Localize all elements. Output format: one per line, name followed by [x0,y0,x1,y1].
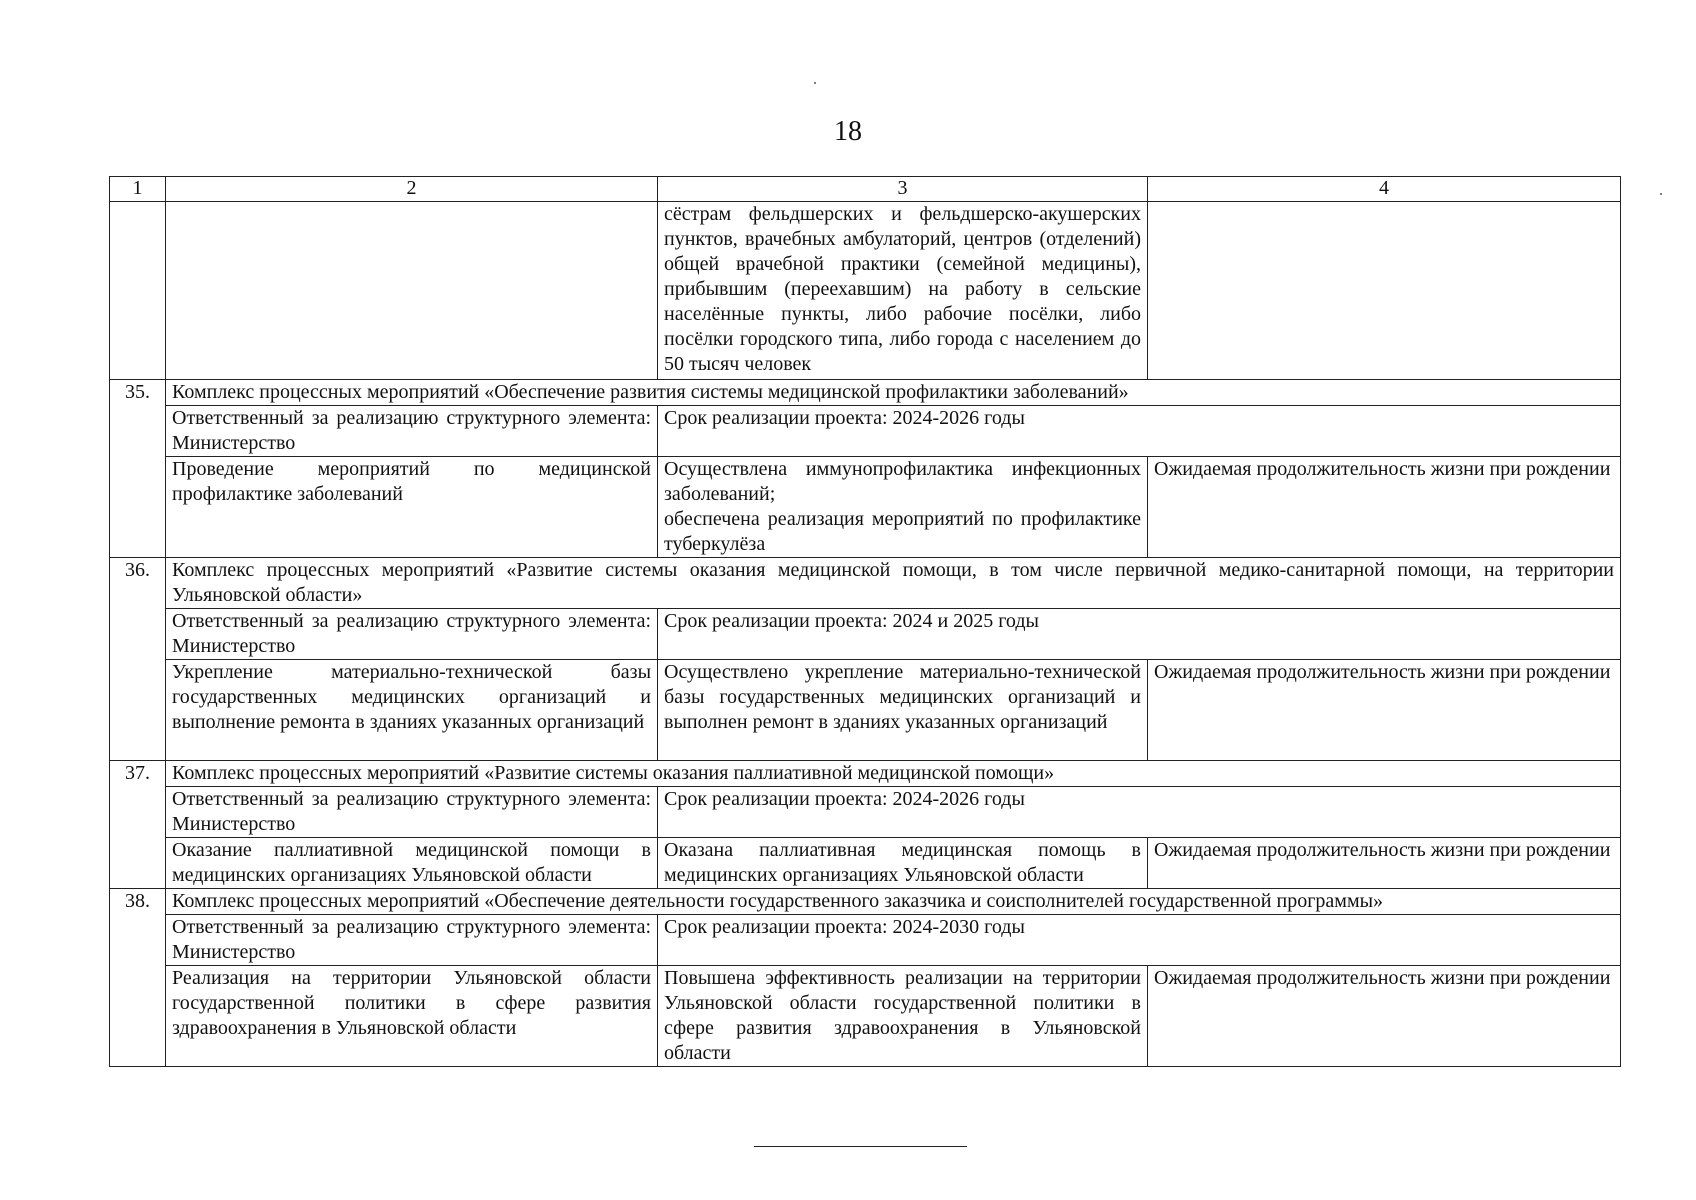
section-title: Комплекс процессных мероприятий «Развитие системы оказания паллиативной медицинской помощи» [166,761,1621,787]
responsible-text: Ответственный за реализацию структурного элемента: Министерство [166,406,658,457]
responsible-row [110,406,1621,457]
result-text: Осуществлена иммунопрофилактика инфекционных заболеваний; обеспечена реализация мероприятий по профилактике туберкулёза [658,457,1148,558]
header-cell-3: 3 [658,177,1148,202]
task-row [110,966,1621,1067]
indicator-text: Ожидаемая продолжительность жизни при рождении [1148,966,1621,1067]
indicator-text: Ожидаемая продолжительность жизни при рождении [1148,838,1621,889]
responsible-row [110,787,1621,838]
task-text: Проведение мероприятий по медицинской профилактике заболеваний [166,457,658,558]
section-title: Комплекс процессных мероприятий «Развитие системы оказания медицинской помощи, в том числе первичной медико-санитарной помощи, на территории Ульяновской области» [166,558,1621,609]
term-text: Срок реализации проекта: 2024-2030 годы [658,915,1621,966]
responsible-text: Ответственный за реализацию структурного элемента: Министерство [166,787,658,838]
result-text: Осуществлено укрепление материально-технической базы государственных медицинских организаций и выполнен ремонт в зданиях указанных организаций [658,660,1148,761]
result-text: Оказана паллиативная медицинская помощь в медицинских организациях Ульяновской области [658,838,1148,889]
responsible-row [110,609,1621,660]
continuation-row [110,202,1621,380]
scan-speck [814,82,816,84]
header-row [110,177,1621,202]
header-cell-1: 1 [110,177,166,202]
section-title-row [110,558,1621,609]
section-number: 35. [110,380,166,558]
scan-speck [1660,193,1662,195]
section-number: 37. [110,761,166,889]
section-number: 38. [110,889,166,1067]
task-row [110,838,1621,889]
header-cell-2: 2 [166,177,658,202]
page-number: 18 [834,116,862,147]
term-text: Срок реализации проекта: 2024-2026 годы [658,406,1621,457]
continuation-col4 [1148,202,1621,380]
task-text: Реализация на территории Ульяновской области государственной политики в сфере развития здравоохранения в Ульяновской области [166,966,658,1067]
term-text: Срок реализации проекта: 2024-2026 годы [658,787,1621,838]
section-title-row [110,380,1621,406]
term-text: Срок реализации проекта: 2024 и 2025 годы [658,609,1621,660]
responsible-text: Ответственный за реализацию структурного элемента: Министерство [166,915,658,966]
section-title-row [110,889,1621,915]
indicator-text: Ожидаемая продолжительность жизни при рождении [1148,660,1621,761]
section-title: Комплекс процессных мероприятий «Обеспечение деятельности государственного заказчика и соисполнителей государственной программы» [166,889,1621,915]
section-title-row [110,761,1621,787]
task-row [110,660,1621,761]
task-text: Оказание паллиативной медицинской помощи в медицинских организациях Ульяновской области [166,838,658,889]
task-text: Укрепление материально-технической базы государственных медицинских организаций и выполнение ремонта в зданиях указанных организаций [166,660,658,761]
document-table [109,176,1621,1067]
result-text: Повышена эффективность реализации на территории Ульяновской области государственной политики в сфере развития здравоохранения в Ульяновской области [658,966,1148,1067]
responsible-row [110,915,1621,966]
section-number: 36. [110,558,166,761]
header-cell-4: 4 [1148,177,1621,202]
task-row [110,457,1621,558]
continuation-result-text: сёстрам фельдшерских и фельдшерско-акушерских пунктов, врачебных амбулаторий, центров (отделений) общей врачебной практики (семейной медицины), прибывшим (переехавшим) на работу в сельские населённые пункты, либо рабочие посёлки, либо посёлки городского типа, либо города с населением до 50 тысяч человек [658,202,1148,380]
responsible-text: Ответственный за реализацию структурного элемента: Министерство [166,609,658,660]
continuation-number-cell [110,202,166,380]
continuation-col2 [166,202,658,380]
footer-rule [754,1146,967,1147]
section-title: Комплекс процессных мероприятий «Обеспечение развития системы медицинской профилактики заболеваний» [166,380,1621,406]
indicator-text: Ожидаемая продолжительность жизни при рождении [1148,457,1621,558]
